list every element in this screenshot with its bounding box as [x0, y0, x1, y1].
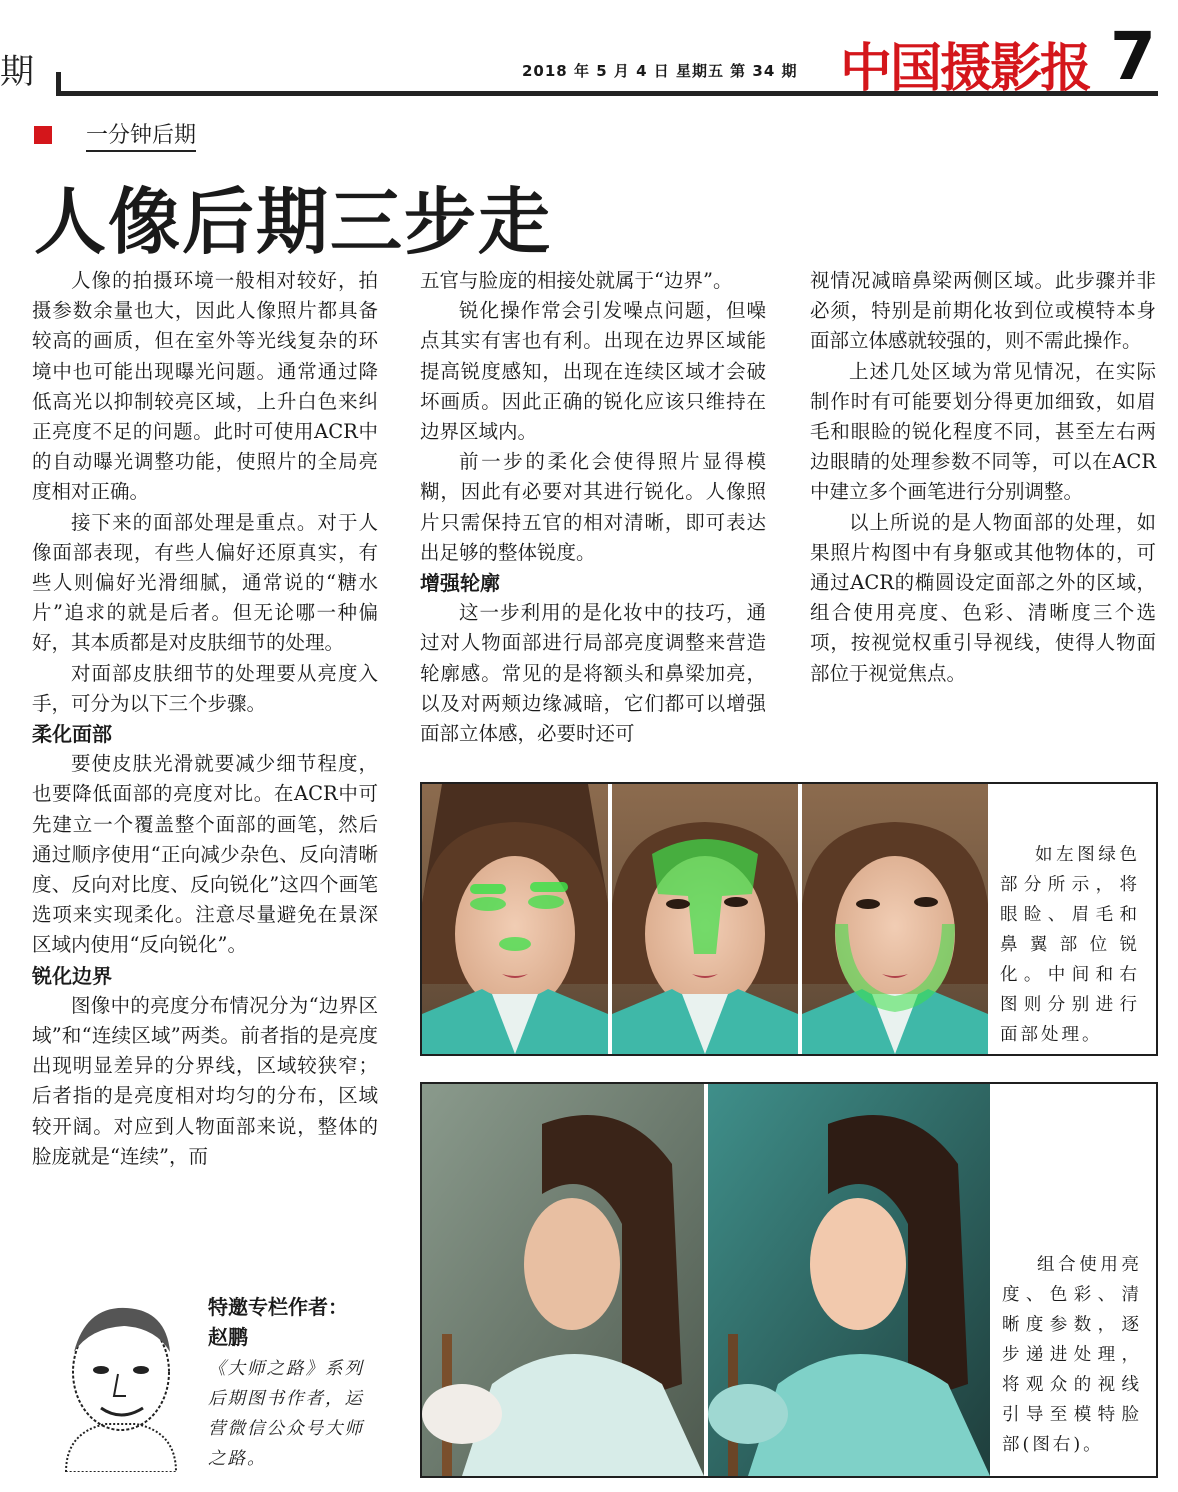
article-column-2: [420, 266, 766, 749]
newspaper-masthead: 中国摄影报: [840, 39, 1091, 99]
subheading: 柔化面部: [32, 722, 112, 747]
figure2-caption: 组合使用亮度、色彩、清晰度参数，逐步递进处理，将观众的视线引导至模特脸部(图右)。: [1002, 1255, 1142, 1455]
author-bio: 《大师之路》系列后期图书作者，运营微信公众号大师之路。: [208, 1359, 364, 1469]
photo-after: [708, 1084, 990, 1476]
paragraph: 视情况减暗鼻梁两侧区域。此步骤并非必须，特别是前期化妆到位或模特本身面部立体感就较强的，则不需此操作。: [810, 269, 1156, 353]
article-headline: 人像后期三步走: [34, 180, 553, 264]
author-name: 赵鹏: [208, 1325, 248, 1349]
figure-face-masks: [420, 782, 1158, 1056]
section-label: 一分钟后期: [86, 118, 196, 152]
figure1-caption: 如左图绿色部分所示，将眼睑、眉毛和鼻翼部位锐化。中间和右图则分别进行面部处理。: [1000, 845, 1140, 1045]
author-portrait: [46, 1292, 196, 1472]
paragraph: 以上所说的是人物面部的处理，如果照片构图中有身躯或其他物体的，可通过ACR的椭圆设定面部之外的区域，组合使用亮度、色彩、清晰度三个选项，按视觉权重引导视线，使得人物面部位于视觉焦点。: [810, 510, 1156, 685]
paragraph: 锐化操作常会引发噪点问题，但噪点其实有害也有利。出现在边界区域能提高锐度感知，出现在连续区域才会破坏画质。因此正确的锐化应该只维持在边界区域内。: [420, 299, 766, 444]
photo-sharpen-mask: [422, 784, 608, 1054]
paragraph: 接下来的面部处理是重点。对于人像面部表现，有些人偏好还原真实，有些人则偏好光滑细腻，通常说的“糖水片”追求的就是后者。但无论哪一种偏好，其本质都是对皮肤细节的处理。: [32, 510, 378, 655]
before-after-photos: [422, 1084, 990, 1476]
paragraph: 前一步的柔化会使得照片显得模糊，因此有必要对其进行锐化。人像照片只需保持五官的相对清晰，即可表达出足够的整体锐度。: [420, 450, 766, 564]
face-mask-photos: [422, 784, 988, 1054]
page-number: 7: [1110, 18, 1156, 95]
paragraph: 对面部皮肤细节的处理要从亮度入手，可分为以下三个步骤。: [32, 661, 378, 715]
paragraph: 这一步利用的是化妆中的技巧，通过对人物面部进行局部亮度调整来营造轮廓感。常见的是将额头和鼻梁加亮，以及对两颊边缘减暗，它们都可以增强面部立体感，必要时还可: [420, 601, 766, 746]
figure-before-after: [420, 1082, 1158, 1478]
paragraph: 要使皮肤光滑就要减少细节程度，也要降低面部的亮度对比。在ACR中可先建立一个覆盖整个面部的画笔，然后通过顺序使用“正向减少杂色、反向清晰度、反向对比度、反向锐化”这四个画笔选项来实现柔化。注意尽量避免在景深区域内使用“反向锐化”。: [32, 752, 378, 957]
previous-page-edge-char: 期: [0, 52, 34, 92]
paragraph: 人像的拍摄环境一般相对较好，拍摄参数余量也大，因此人像照片都具备较高的画质，但在室外等光线复杂的环境中也可能出现曝光问题。通常通过降低高光以抑制较亮区域，上升白色来纠正亮度不足的问题。此时可使用ACR中的自动曝光调整功能，使照片的全局亮度相对正确。: [32, 269, 378, 504]
paragraph: 上述几处区域为常见情况，在实际制作时有可能要划分得更加细致，如眉毛和眼睑的锐化程度不同，甚至左右两边眼睛的处理参数不同等，可以在ACR中建立多个画笔进行分别调整。: [810, 359, 1156, 504]
photo-brighten-mask: [612, 784, 798, 1054]
section-marker-square-icon: [34, 126, 52, 144]
subheading: 锐化边界: [32, 963, 112, 988]
author-info: [208, 1292, 378, 1474]
article-column-3: [810, 266, 1156, 689]
paragraph: 五官与脸庞的相接处就属于“边界”。: [420, 269, 733, 292]
article-column-1: [32, 266, 378, 1172]
author-title: 特邀专栏作者：: [208, 1295, 348, 1319]
issue-date-info: 2018 年 5 月 4 日 星期五 第 34 期: [522, 62, 798, 80]
photo-contour-mask: [802, 784, 988, 1054]
subheading: 增强轮廓: [420, 571, 500, 596]
paragraph: 图像中的亮度分布情况分为“边界区域”和“连续区域”两类。前者指的是亮度出现明显差异的分界线，区域较狭窄；后者指的是亮度相对均匀的分布，区域较开阔。对应到人物面部来说，整体的脸庞就是“连续”，而: [32, 993, 378, 1168]
photo-before: [422, 1084, 704, 1476]
